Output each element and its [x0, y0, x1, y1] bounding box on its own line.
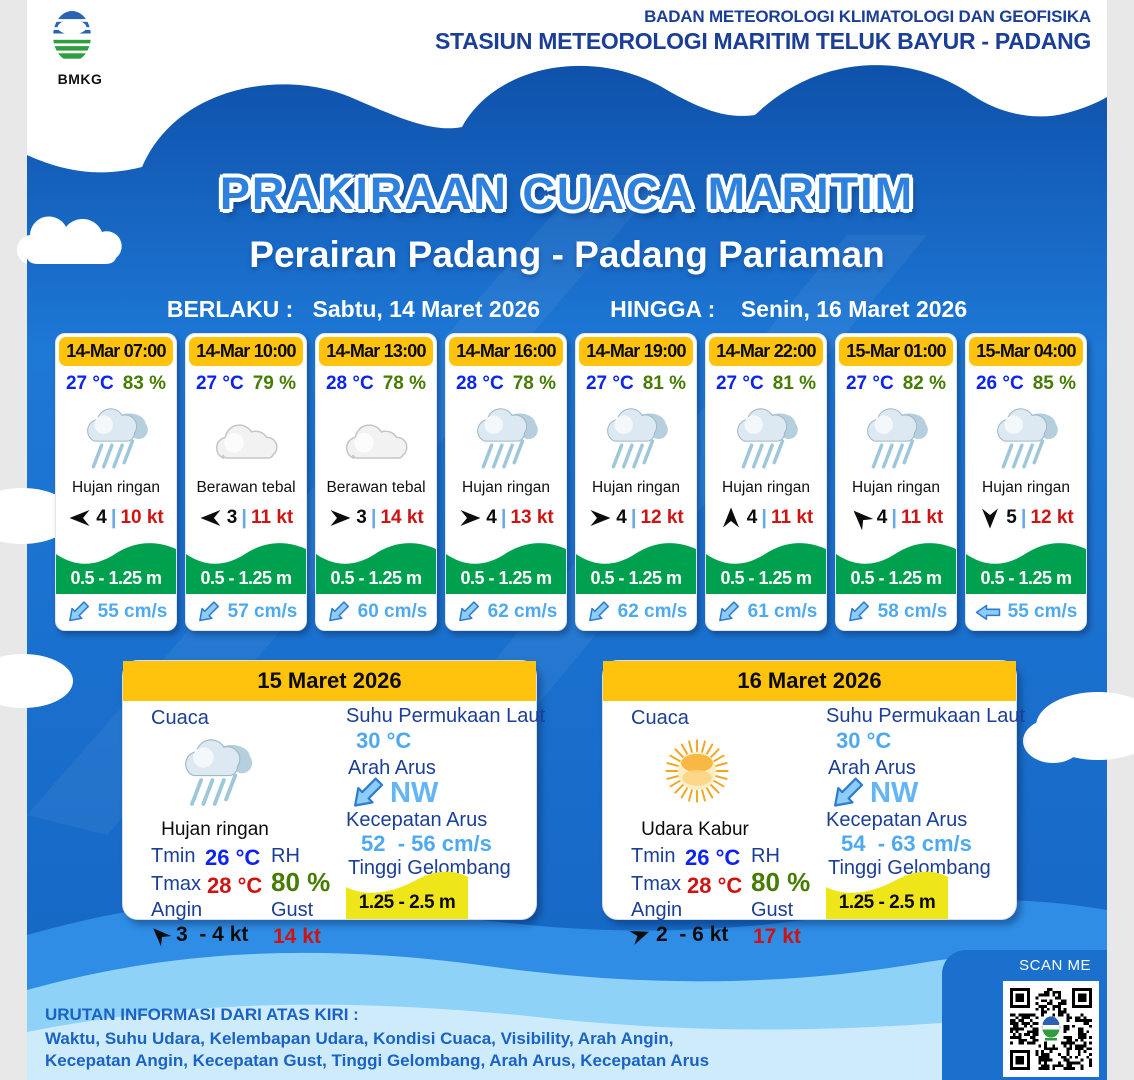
header-bar — [27, 0, 1107, 100]
daily-date: 15 Maret 2026 — [123, 661, 536, 701]
sea-surface-temp-label: Suhu Permukaan Laut — [826, 705, 1026, 727]
temp-humidity-row — [189, 373, 303, 395]
footer-legend-line3: Kecepatan Angin, Kecepatan Gust, Tinggi Gelombang, Arah Arus, Kecepatan Arus — [45, 1050, 710, 1070]
footer-legend-line2: Waktu, Suhu Udara, Kelembapan Udara, Kondisi Cuaca, Visibility, Arah Angin, — [45, 1028, 674, 1048]
weather-condition: Hujan ringan — [462, 479, 550, 496]
wind-row — [449, 506, 563, 530]
wind-direction-icon — [458, 506, 482, 530]
wave-height-value: 0.5 - 1.25 m — [200, 568, 292, 588]
berlaku-label: BERLAKU : — [166, 296, 294, 322]
rain-cloud-icon — [728, 399, 804, 475]
wave-height-band — [576, 538, 696, 594]
agency-line1: BADAN METEOROLOGI KLIMATOLOGI DAN GEOFISIKA — [644, 7, 1091, 26]
hero-section — [27, 168, 1107, 323]
separator: | — [241, 506, 247, 529]
separator: | — [370, 506, 377, 529]
separator: | — [1020, 506, 1027, 529]
tmax-value: 28 °C — [687, 873, 743, 898]
current-speed-value: 61 cm/s — [747, 601, 818, 622]
temperature-value: 27 °C — [195, 373, 244, 394]
wind-row — [709, 506, 823, 530]
wind-row — [189, 506, 303, 530]
current-direction-icon — [975, 603, 1001, 622]
rain-cloud-icon — [468, 399, 544, 475]
gust-value: 17 kt — [753, 925, 801, 948]
region-subtitle: Perairan Padang - Padang Pariaman — [249, 234, 885, 275]
wind-direction-icon — [978, 506, 1002, 530]
current-row — [969, 594, 1083, 630]
bmkg-logo-text: BMKG — [57, 71, 103, 87]
weather-icon — [709, 397, 823, 477]
card-time: 14-Mar 22:00 — [709, 337, 823, 366]
wave-height-value: 0.5 - 1.25 m — [460, 568, 552, 588]
cloud-decoration — [0, 652, 77, 710]
wave-range-value: 1.25 - 2.5 m — [838, 892, 936, 913]
wave-height-band — [706, 538, 826, 594]
rain-cloud-icon — [598, 399, 674, 475]
separator: | — [500, 506, 507, 529]
wind-row — [579, 506, 693, 530]
forecast-card — [185, 333, 307, 631]
daily-weather-icon — [175, 729, 259, 813]
thick-cloud-icon — [338, 410, 414, 465]
weather-condition: Hujan ringan — [592, 479, 680, 496]
visibility-value: 4 — [96, 507, 107, 528]
weather-condition: Hujan ringan — [72, 479, 160, 496]
current-speed-value: 55 cm/s — [97, 601, 168, 622]
visibility-value: 4 — [746, 507, 758, 528]
temp-humidity-row — [319, 373, 433, 395]
current-direction-icon — [842, 596, 874, 628]
rh-label: RH — [751, 845, 780, 867]
current-direction-icon — [322, 596, 354, 628]
current-speed-label: Kecepatan Arus — [826, 809, 968, 831]
rh-label: RH — [271, 845, 300, 867]
visibility-value: 4 — [876, 507, 888, 528]
weather-icon — [319, 397, 433, 477]
wind-speed-value: 11 kt — [770, 507, 814, 528]
card-time: 15-Mar 04:00 — [969, 337, 1083, 366]
separator: | — [891, 506, 897, 529]
wave-height-value: 0.5 - 1.25 m — [980, 568, 1072, 588]
wind-row — [319, 506, 433, 530]
separator: | — [630, 506, 637, 529]
wave-height-band — [316, 538, 436, 594]
bmkg-logo-icon — [45, 6, 99, 70]
tmax-label: Tmax — [631, 873, 681, 895]
daily-condition: Udara Kabur — [641, 819, 749, 840]
card-time: 14-Mar 10:00 — [189, 337, 303, 366]
humidity-value: 83 % — [122, 373, 167, 394]
wind-direction-icon — [328, 506, 352, 530]
footer-legend-title: URUTAN INFORMASI DARI ATAS KIRI : — [45, 1004, 359, 1024]
weather-icon — [449, 397, 563, 477]
bmkg-logo — [45, 6, 115, 87]
tmin-value: 26 °C — [205, 845, 261, 870]
wind-row — [59, 506, 173, 530]
daily-weather-icon — [655, 729, 739, 813]
temperature-value: 27 °C — [65, 373, 114, 394]
wave-height-value: 0.5 - 1.25 m — [850, 568, 942, 588]
cuaca-label: Cuaca — [631, 707, 689, 729]
forecast-card — [55, 333, 177, 631]
validity-row — [27, 296, 1107, 323]
current-row — [579, 594, 693, 630]
temperature-value: 28 °C — [455, 373, 504, 394]
sea-surface-temp-value: 30 °C — [836, 728, 892, 753]
humidity-value: 81 % — [642, 373, 687, 394]
angin-label: Angin — [631, 899, 683, 921]
weather-icon — [839, 397, 953, 477]
wave-height-band — [186, 538, 306, 594]
wind-direction-icon — [68, 506, 92, 530]
visibility-value: 3 — [356, 507, 367, 528]
wind-speed-value: 11 kt — [900, 507, 944, 528]
current-direction-row — [828, 777, 918, 810]
gust-label: Gust — [271, 899, 314, 921]
wave-height-label: Tinggi Gelombang — [348, 857, 511, 879]
scan-me-label: SCAN ME — [1019, 957, 1091, 974]
current-direction-label: Arah Arus — [348, 757, 436, 779]
wind-range-row — [629, 923, 728, 947]
forecast-card — [315, 333, 437, 631]
weather-icon — [579, 397, 693, 477]
temperature-value: 26 °C — [975, 373, 1024, 394]
current-range-value: 52 - 56 cm/s — [361, 831, 492, 856]
wave-height-label: Tinggi Gelombang — [828, 857, 991, 879]
temperature-value: 27 °C — [845, 373, 894, 394]
visibility-value: 4 — [616, 507, 627, 528]
agency-line2: STASIUN METEOROLOGI MARITIM TELUK BAYUR - PADANG — [434, 28, 1091, 55]
tmax-value: 28 °C — [207, 873, 263, 898]
temperature-value: 27 °C — [715, 373, 764, 394]
current-speed-value: 57 cm/s — [227, 601, 298, 622]
daily-body — [603, 701, 1026, 948]
current-speed-value: 62 cm/s — [487, 601, 558, 622]
daily-date: 16 Maret 2026 — [603, 661, 1016, 701]
wind-speed-value: 14 kt — [380, 507, 424, 528]
daily-condition: Hujan ringan — [161, 819, 269, 840]
wind-direction-icon — [626, 921, 654, 949]
current-speed-value: 62 cm/s — [617, 601, 688, 622]
wind-direction-icon — [844, 501, 878, 535]
tmax-label: Tmax — [151, 873, 201, 895]
wave-height-band — [836, 538, 956, 594]
current-row — [319, 594, 433, 630]
wind-speed-value: 13 kt — [510, 507, 554, 528]
weather-icon — [969, 397, 1083, 477]
wave-height-band — [446, 538, 566, 594]
current-direction-value: NW — [390, 777, 439, 809]
visibility-value: 3 — [226, 507, 238, 528]
current-speed-value: 58 cm/s — [877, 601, 948, 622]
current-row — [839, 594, 953, 630]
current-direction-row — [348, 777, 438, 810]
current-row — [59, 594, 173, 630]
weather-condition: Hujan ringan — [722, 479, 810, 496]
forecast-card — [575, 333, 697, 631]
wind-speed-value: 12 kt — [1030, 507, 1074, 528]
current-direction-icon — [712, 596, 744, 628]
tmin-label: Tmin — [631, 845, 676, 867]
scan-panel — [942, 950, 1107, 1080]
rh-value: 80 % — [271, 867, 331, 897]
current-direction-value: NW — [870, 777, 919, 809]
visibility-value: 5 — [1006, 507, 1017, 528]
card-time: 14-Mar 16:00 — [449, 337, 563, 366]
wind-direction-icon — [588, 506, 612, 530]
weather-icon — [189, 397, 303, 477]
weather-condition: Berawan tebal — [326, 479, 426, 496]
forecast-cards-row — [55, 333, 1087, 631]
humidity-value: 78 % — [382, 373, 427, 394]
wave-range-value: 1.25 - 2.5 m — [358, 892, 456, 913]
forecast-card — [965, 333, 1087, 631]
current-row — [709, 594, 823, 630]
rain-cloud-icon — [78, 399, 154, 475]
current-speed-value: 60 cm/s — [357, 601, 428, 622]
wave-height-band — [966, 538, 1086, 594]
wave-range-box — [826, 867, 948, 919]
wave-range-box — [346, 867, 468, 919]
temp-humidity-row — [579, 373, 693, 395]
wave-height-value: 0.5 - 1.25 m — [720, 568, 812, 588]
current-speed-value: 55 cm/s — [1007, 601, 1078, 622]
sea-surface-temp-value: 30 °C — [356, 728, 412, 753]
current-speed-label: Kecepatan Arus — [346, 809, 488, 831]
separator: | — [110, 506, 117, 529]
current-direction-icon — [192, 596, 224, 628]
daily-summary-card — [122, 660, 546, 948]
poster-title: PRAKIRAAN CUACA MARITIM — [219, 168, 915, 219]
separator: | — [761, 506, 767, 529]
wind-speed-value: 11 kt — [250, 507, 294, 528]
wind-row — [969, 506, 1083, 530]
weather-condition: Hujan ringan — [982, 479, 1070, 496]
rh-value: 80 % — [751, 867, 811, 897]
wave-height-value: 0.5 - 1.25 m — [330, 568, 422, 588]
wind-range-row — [149, 923, 248, 947]
current-direction-icon — [582, 596, 614, 628]
wind-range-value: 2 - 6 kt — [656, 923, 729, 946]
humidity-value: 85 % — [1032, 373, 1077, 394]
tmin-value: 26 °C — [685, 845, 741, 870]
current-direction-icon — [62, 596, 94, 628]
validity-end — [610, 296, 967, 323]
card-time: 15-Mar 01:00 — [839, 337, 953, 366]
current-row — [449, 594, 563, 630]
berlaku-value: Sabtu, 14 Maret 2026 — [312, 296, 541, 322]
humidity-value: 78 % — [512, 373, 557, 394]
tmin-label: Tmin — [151, 845, 196, 867]
rain-cloud-icon — [858, 399, 934, 475]
card-time: 14-Mar 07:00 — [59, 337, 173, 366]
hingga-label: HINGGA : — [610, 296, 716, 322]
humidity-value: 81 % — [772, 373, 817, 394]
wave-height-band — [56, 538, 176, 594]
gust-label: Gust — [751, 899, 794, 921]
wind-speed-value: 12 kt — [640, 507, 684, 528]
poster-page — [27, 0, 1107, 1080]
temperature-value: 27 °C — [585, 373, 634, 394]
card-time: 14-Mar 19:00 — [579, 337, 693, 366]
humidity-value: 79 % — [252, 373, 297, 394]
cuaca-label: Cuaca — [151, 707, 209, 729]
daily-body — [123, 701, 546, 948]
daily-summary-card — [602, 660, 1026, 948]
current-range-value: 54 - 63 cm/s — [841, 831, 972, 856]
current-direction-label: Arah Arus — [828, 757, 916, 779]
temp-humidity-row — [969, 373, 1083, 395]
forecast-card — [445, 333, 567, 631]
angin-label: Angin — [151, 899, 203, 921]
forecast-card — [835, 333, 957, 631]
wind-direction-icon — [719, 506, 743, 530]
wind-direction-icon — [144, 919, 175, 950]
current-row — [189, 594, 303, 630]
hingga-value: Senin, 16 Maret 2026 — [740, 296, 968, 322]
weather-icon — [59, 397, 173, 477]
current-direction-icon — [452, 596, 484, 628]
temperature-value: 28 °C — [325, 373, 374, 394]
qr-code — [1003, 981, 1099, 1077]
forecast-card — [705, 333, 827, 631]
temp-humidity-row — [59, 373, 173, 395]
temp-humidity-row — [449, 373, 563, 395]
wind-row — [839, 506, 953, 530]
gust-value: 14 kt — [273, 925, 321, 948]
wave-height-value: 0.5 - 1.25 m — [590, 568, 682, 588]
wind-range-value: 3 - 4 kt — [176, 923, 249, 946]
rain-cloud-icon — [175, 729, 259, 813]
temp-humidity-row — [709, 373, 823, 395]
hazy-sun-icon — [655, 729, 739, 813]
thick-cloud-icon — [208, 410, 284, 465]
validity-start — [167, 296, 540, 323]
wind-direction-icon — [199, 506, 223, 530]
temp-humidity-row — [839, 373, 953, 395]
cloud-decoration — [1023, 686, 1134, 764]
agency-title — [435, 6, 1091, 56]
footer-legend — [45, 1004, 709, 1072]
wind-speed-value: 10 kt — [120, 507, 164, 528]
weather-condition: Berawan tebal — [196, 479, 296, 496]
wave-height-value: 0.5 - 1.25 m — [70, 568, 162, 588]
sea-surface-temp-label: Suhu Permukaan Laut — [346, 705, 546, 727]
card-time: 14-Mar 13:00 — [319, 337, 433, 366]
weather-condition: Hujan ringan — [852, 479, 940, 496]
visibility-value: 4 — [486, 507, 497, 528]
rain-cloud-icon — [988, 399, 1064, 475]
humidity-value: 82 % — [902, 373, 947, 394]
